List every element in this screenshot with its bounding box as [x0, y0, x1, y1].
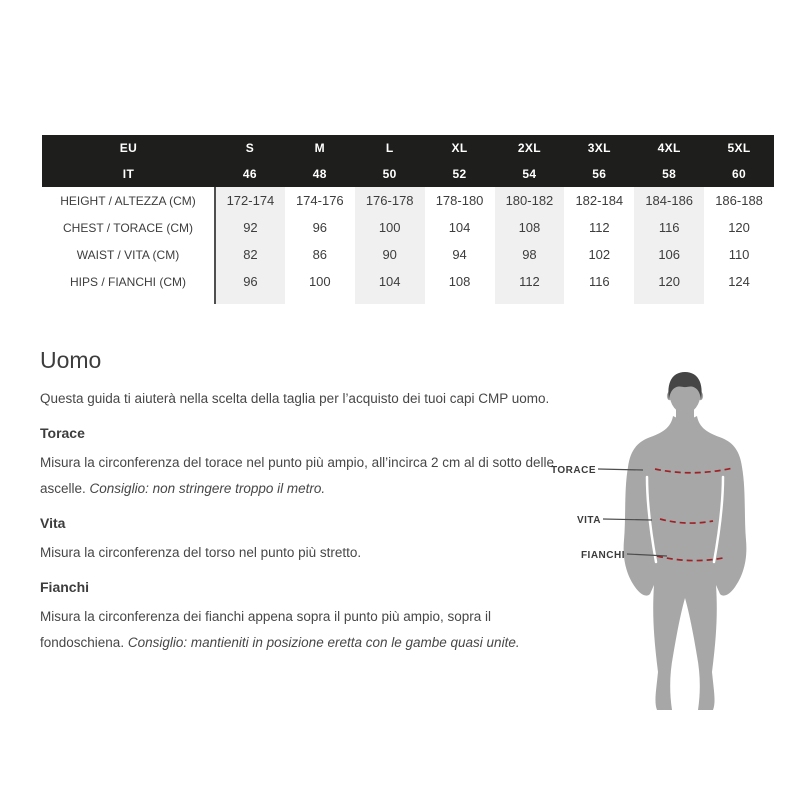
- header-cell-size-it: 54: [495, 161, 565, 187]
- header-cell-size-eu: L: [355, 135, 425, 161]
- size-table-body: [42, 187, 774, 304]
- size-cell: 186-188: [715, 193, 763, 208]
- spacer-cell: [215, 295, 285, 304]
- header-cell-size-eu: XL: [425, 135, 495, 161]
- size-cell: 182-184: [575, 193, 624, 208]
- size-cell: 96: [215, 268, 285, 295]
- male-silhouette-diagram: [552, 372, 798, 717]
- size-cell: 172-174: [215, 187, 285, 214]
- spacer-cell: [634, 295, 704, 304]
- header-cell-size-it: 60: [704, 161, 774, 187]
- header-cell-size-eu: 5XL: [704, 135, 774, 161]
- spacer-cell: [285, 295, 355, 304]
- intro-paragraph: Questa guida ti aiuterà nella scelta della taglia per l’acquisto dei tuoi capi CMP uomo.: [40, 391, 550, 406]
- table-row-waist: [42, 241, 774, 268]
- table-row-height: [42, 187, 774, 214]
- chest-label: TORACE: [550, 465, 596, 476]
- size-cell: 82: [215, 241, 285, 268]
- header-cell-size-it: 58: [634, 161, 704, 187]
- section-heading-vita: Vita: [40, 515, 66, 531]
- size-cell: 176-178: [355, 187, 425, 214]
- section-tip: Consiglio: non stringere troppo il metro.: [89, 481, 326, 496]
- size-cell: 112: [588, 220, 610, 235]
- section-text: Misura la circonferenza del torace nel punto più ampio, all’incirca 2 cm al di sotto delle ascelle.: [40, 455, 555, 496]
- header-cell-size-eu: 2XL: [495, 135, 565, 161]
- spacer-cell: [425, 295, 495, 304]
- section-heading-fianchi: Fianchi: [40, 579, 90, 595]
- row-label: WAIST / VITA (CM): [42, 241, 215, 268]
- row-label: HEIGHT / ALTEZZA (CM): [42, 187, 215, 214]
- size-cell: 120: [728, 220, 750, 235]
- header-cell-size-eu: M: [285, 135, 355, 161]
- size-cell: 104: [355, 268, 425, 295]
- table-row-eu: [42, 135, 774, 161]
- size-cell: 86: [312, 247, 328, 262]
- row-label: HIPS / FIANCHI (CM): [42, 268, 215, 295]
- size-cell: 90: [355, 241, 425, 268]
- size-table-header: [42, 135, 774, 187]
- table-row-it: [42, 161, 774, 187]
- size-cell: 178-180: [435, 193, 484, 208]
- size-cell: 116: [588, 274, 610, 289]
- header-cell-size-eu: S: [215, 135, 285, 161]
- size-cell: 110: [728, 247, 750, 262]
- section-tip: Consiglio: mantieniti in posizione eretta con le gambe quasi unite.: [127, 635, 520, 650]
- size-cell: 180-182: [495, 187, 565, 214]
- header-cell-size-eu: 4XL: [634, 135, 704, 161]
- spacer-cell: [564, 295, 634, 304]
- size-cell: 98: [495, 241, 565, 268]
- section-paragraph-torace: [40, 450, 556, 502]
- size-cell: 92: [215, 214, 285, 241]
- size-cell: 108: [448, 274, 471, 289]
- size-cell: 102: [588, 247, 611, 262]
- male-silhouette: [624, 416, 747, 710]
- section-paragraph-vita: [40, 540, 556, 566]
- header-cell-eu-label: EU: [42, 135, 215, 161]
- size-cell: 184-186: [634, 187, 704, 214]
- header-cell-size-it: 50: [355, 161, 425, 187]
- size-cell: 96: [312, 220, 328, 235]
- spacer-cell: [495, 295, 565, 304]
- size-cell: 104: [448, 220, 471, 235]
- size-cell: 94: [452, 247, 467, 262]
- spacer-cell: [355, 295, 425, 304]
- section-text: Misura la circonferenza del torso nel punto più stretto.: [40, 545, 362, 560]
- spacer-cell: [704, 295, 774, 304]
- header-cell-size-it: 52: [425, 161, 495, 187]
- size-guide-text: [40, 346, 556, 665]
- waist-label: VITA: [576, 515, 601, 526]
- size-cell: 100: [308, 274, 331, 289]
- spacer-cell: [42, 295, 215, 304]
- table-row-chest: [42, 214, 774, 241]
- size-cell: 108: [495, 214, 565, 241]
- row-label: CHEST / TORACE (CM): [42, 214, 215, 241]
- header-cell-size-it: 46: [215, 161, 285, 187]
- measurement-figure: [552, 372, 798, 717]
- size-cell: 100: [355, 214, 425, 241]
- size-cell: 106: [634, 241, 704, 268]
- table-row-hips: [42, 268, 774, 295]
- size-table: [42, 135, 775, 304]
- header-cell-it-label: IT: [42, 161, 215, 187]
- header-cell-size-eu: 3XL: [564, 135, 634, 161]
- table-spacer-row: [42, 295, 774, 304]
- size-cell: 124: [728, 274, 750, 289]
- size-cell: 174-176: [295, 193, 344, 208]
- page-title: Uomo: [40, 347, 102, 373]
- section-text: Misura la circonferenza dei fianchi appena sopra il punto più ampio, sopra il fondoschiena.: [40, 609, 492, 650]
- header-cell-size-it: 56: [564, 161, 634, 187]
- size-cell: 120: [634, 268, 704, 295]
- size-cell: 112: [495, 268, 565, 295]
- header-cell-size-it: 48: [285, 161, 355, 187]
- section-heading-torace: Torace: [40, 425, 85, 441]
- size-cell: 116: [634, 214, 704, 241]
- section-paragraph-fianchi: [40, 604, 556, 656]
- hips-label: FIANCHI: [580, 550, 625, 561]
